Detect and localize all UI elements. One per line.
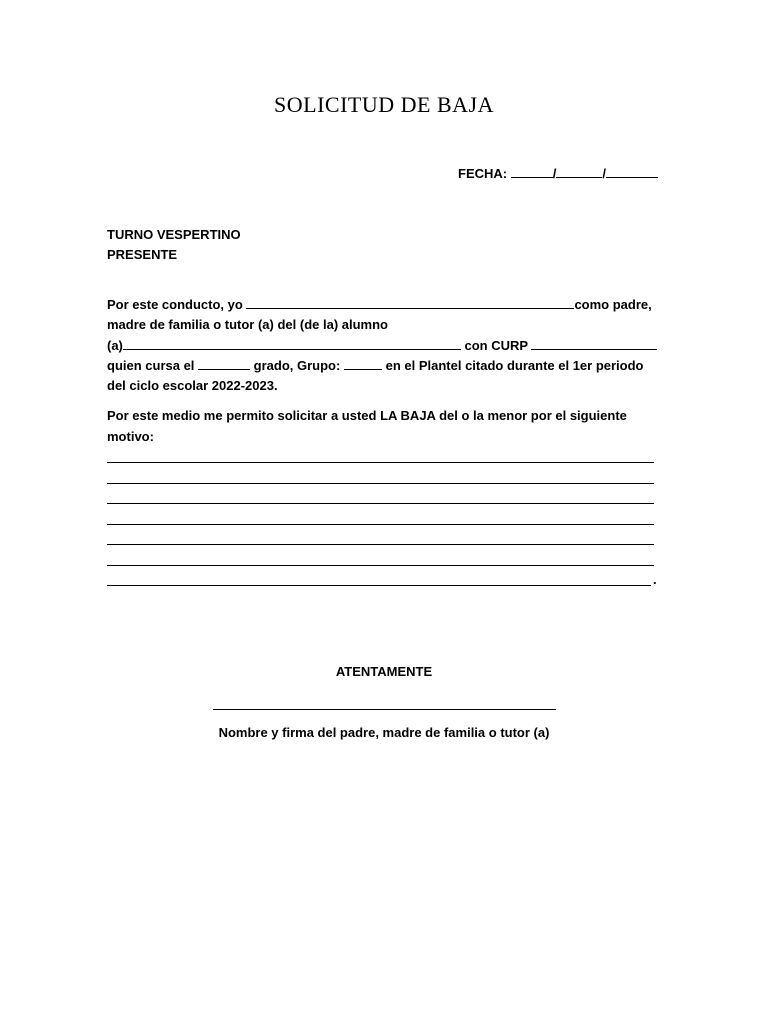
paragraph1-line3: [107, 337, 657, 353]
document-title: SOLICITUD DE BAJA: [274, 92, 494, 117]
reason-line: [107, 565, 654, 566]
paragraph1-line4: [107, 357, 644, 373]
date-label: FECHA:: [458, 166, 508, 181]
paragraph1-line1: [107, 296, 652, 312]
recipient-line-2: PRESENTE: [107, 247, 178, 262]
paragraph1-line5: del ciclo escolar 2022-2023.: [107, 378, 278, 393]
reason-line: [107, 585, 651, 586]
alumno-a-text: (a): [107, 338, 123, 353]
reason-line: [107, 544, 654, 545]
student-name-blank: [123, 337, 461, 350]
reason-line: [107, 462, 654, 463]
reason-line: [107, 524, 654, 525]
curp-blank: [531, 337, 657, 350]
curp-label: con CURP: [464, 338, 528, 353]
recipient-line-1: TURNO VESPERTINO: [107, 227, 241, 242]
reason-end-period: .: [653, 572, 657, 587]
group-blank: [344, 357, 382, 370]
signature-caption: Nombre y firma del padre, madre de familia o tutor (a): [218, 725, 550, 740]
paragraph1-line2: madre de familia o tutor (a) del (de la) alumno: [107, 317, 388, 332]
grado-grupo-text: grado, Grupo:: [253, 358, 341, 373]
plantel-text: en el Plantel citado durante el 1er periodo: [385, 358, 644, 373]
paragraph2-line2: motivo:: [107, 429, 154, 444]
parent-name-blank: [246, 296, 574, 309]
date-year-blank: [606, 165, 658, 178]
date-separator-1: /: [552, 166, 557, 181]
reason-line: [107, 503, 654, 504]
closing-atentamente: ATENTAMENTE: [335, 664, 433, 679]
date-field: [458, 165, 658, 181]
intro-text: Por este conducto, yo: [107, 297, 243, 312]
reason-line: [107, 483, 654, 484]
date-day-blank: [511, 165, 553, 178]
cursa-text: quien cursa el: [107, 358, 195, 373]
paragraph2-line1: Por este medio me permito solicitar a usted LA BAJA del o la menor por el siguiente: [107, 408, 627, 423]
grade-blank: [198, 357, 250, 370]
date-month-blank: [556, 165, 602, 178]
como-padre-text: como padre,: [574, 297, 652, 312]
date-separator-2: /: [602, 166, 606, 181]
signature-line: [213, 709, 556, 710]
